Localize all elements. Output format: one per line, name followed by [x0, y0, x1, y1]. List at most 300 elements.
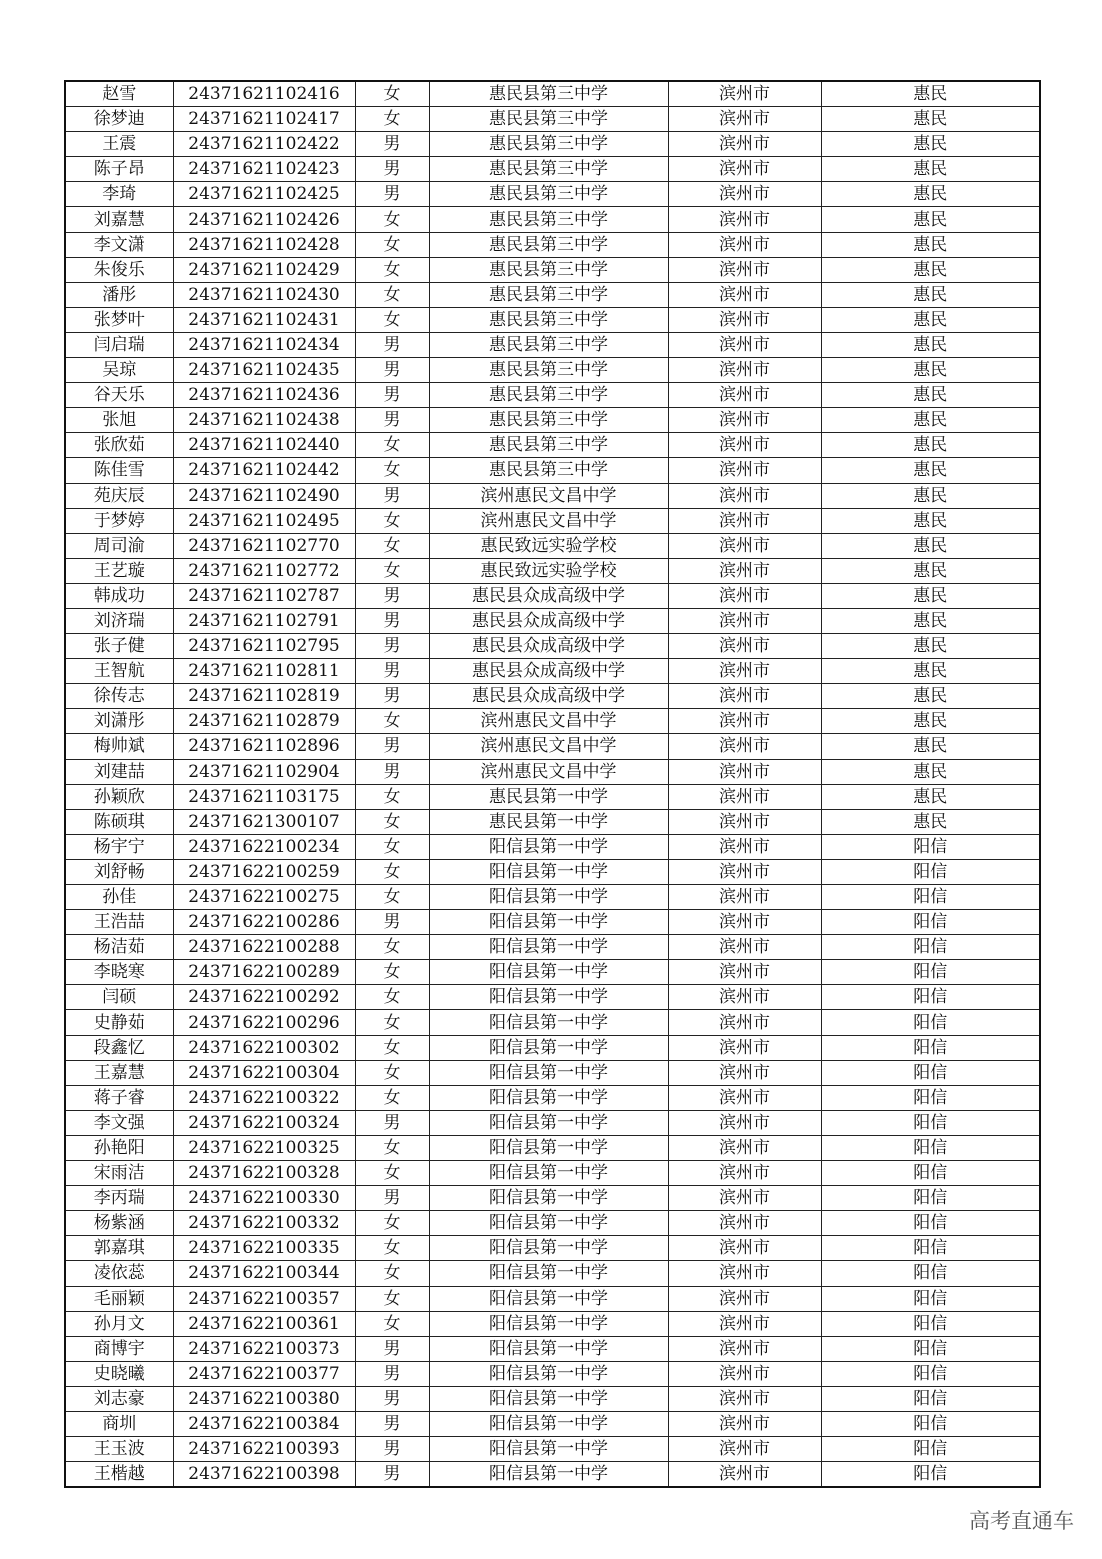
city-cell: 滨州市 [668, 809, 821, 834]
city-cell: 滨州市 [668, 1437, 821, 1462]
city-cell: 滨州市 [668, 433, 821, 458]
gender-cell: 女 [355, 859, 429, 884]
school-cell: 阳信县第一中学 [429, 985, 668, 1010]
table-row [65, 533, 1040, 558]
name-cell: 孙月文 [65, 1311, 173, 1336]
city-cell: 滨州市 [668, 182, 821, 207]
exam-id-cell: 24371621102795 [173, 634, 355, 659]
name-cell: 刘嘉慧 [65, 207, 173, 232]
gender-cell: 女 [355, 257, 429, 282]
city-cell: 滨州市 [668, 608, 821, 633]
exam-id-cell: 24371622100292 [173, 985, 355, 1010]
city-cell: 滨州市 [668, 207, 821, 232]
school-cell: 阳信县第一中学 [429, 1236, 668, 1261]
table-row [65, 207, 1040, 232]
table-row [65, 1386, 1040, 1411]
name-cell: 史静茹 [65, 1010, 173, 1035]
name-cell: 刘济瑞 [65, 608, 173, 633]
name-cell: 王楷越 [65, 1462, 173, 1488]
name-cell: 王智航 [65, 659, 173, 684]
county-cell: 惠民 [821, 383, 1040, 408]
county-cell: 阳信 [821, 1386, 1040, 1411]
table-row [65, 583, 1040, 608]
school-cell: 阳信县第一中学 [429, 1336, 668, 1361]
exam-id-cell: 24371622100398 [173, 1462, 355, 1488]
table-row [65, 709, 1040, 734]
table-row [65, 232, 1040, 257]
school-cell: 惠民县第三中学 [429, 332, 668, 357]
name-cell: 宋雨洁 [65, 1161, 173, 1186]
name-cell: 李丙瑞 [65, 1186, 173, 1211]
city-cell: 滨州市 [668, 358, 821, 383]
exam-id-cell: 24371622100304 [173, 1060, 355, 1085]
school-cell: 阳信县第一中学 [429, 885, 668, 910]
county-cell: 惠民 [821, 809, 1040, 834]
gender-cell: 女 [355, 282, 429, 307]
gender-cell: 女 [355, 885, 429, 910]
name-cell: 刘志豪 [65, 1386, 173, 1411]
name-cell: 郭嘉琪 [65, 1236, 173, 1261]
school-cell: 惠民县第一中学 [429, 784, 668, 809]
county-cell: 惠民 [821, 634, 1040, 659]
watermark: 高考直通车 [969, 1509, 1074, 1533]
city-cell: 滨州市 [668, 282, 821, 307]
county-cell: 阳信 [821, 910, 1040, 935]
table-row [65, 1311, 1040, 1336]
gender-cell: 男 [355, 1462, 429, 1488]
name-cell: 韩成功 [65, 583, 173, 608]
exam-id-cell: 24371622100330 [173, 1186, 355, 1211]
school-cell: 惠民县第三中学 [429, 182, 668, 207]
name-cell: 李晓寒 [65, 960, 173, 985]
gender-cell: 女 [355, 1035, 429, 1060]
table-row [65, 1236, 1040, 1261]
school-cell: 阳信县第一中学 [429, 1010, 668, 1035]
exam-id-cell: 24371621102440 [173, 433, 355, 458]
school-cell: 阳信县第一中学 [429, 1462, 668, 1488]
exam-id-cell: 24371621102436 [173, 383, 355, 408]
student-list-table [64, 80, 1041, 1488]
city-cell: 滨州市 [668, 1386, 821, 1411]
school-cell: 阳信县第一中学 [429, 1135, 668, 1160]
name-cell: 张子健 [65, 634, 173, 659]
exam-id-cell: 24371621102422 [173, 132, 355, 157]
county-cell: 惠民 [821, 132, 1040, 157]
exam-id-cell: 24371621102416 [173, 81, 355, 107]
table-row [65, 634, 1040, 659]
county-cell: 阳信 [821, 834, 1040, 859]
name-cell: 刘舒畅 [65, 859, 173, 884]
exam-id-cell: 24371621102428 [173, 232, 355, 257]
name-cell: 王嘉慧 [65, 1060, 173, 1085]
name-cell: 孙颖欣 [65, 784, 173, 809]
table-row [65, 107, 1040, 132]
table-row [65, 1286, 1040, 1311]
city-cell: 滨州市 [668, 684, 821, 709]
name-cell: 李文潇 [65, 232, 173, 257]
table-row [65, 383, 1040, 408]
county-cell: 惠民 [821, 508, 1040, 533]
school-cell: 惠民县第三中学 [429, 408, 668, 433]
gender-cell: 女 [355, 960, 429, 985]
exam-id-cell: 24371622100302 [173, 1035, 355, 1060]
county-cell: 惠民 [821, 107, 1040, 132]
school-cell: 阳信县第一中学 [429, 1286, 668, 1311]
exam-id-cell: 24371622100332 [173, 1211, 355, 1236]
county-cell: 惠民 [821, 684, 1040, 709]
city-cell: 滨州市 [668, 910, 821, 935]
county-cell: 惠民 [821, 408, 1040, 433]
county-cell: 惠民 [821, 232, 1040, 257]
gender-cell: 男 [355, 583, 429, 608]
gender-cell: 女 [355, 1286, 429, 1311]
school-cell: 惠民县第三中学 [429, 257, 668, 282]
table-row [65, 157, 1040, 182]
exam-id-cell: 24371621102438 [173, 408, 355, 433]
city-cell: 滨州市 [668, 157, 821, 182]
school-cell: 惠民县第三中学 [429, 207, 668, 232]
exam-id-cell: 24371622100259 [173, 859, 355, 884]
exam-id-cell: 24371622100234 [173, 834, 355, 859]
table-row [65, 81, 1040, 107]
county-cell: 阳信 [821, 1462, 1040, 1488]
name-cell: 张欣茹 [65, 433, 173, 458]
gender-cell: 女 [355, 809, 429, 834]
county-cell: 阳信 [821, 1411, 1040, 1436]
school-cell: 阳信县第一中学 [429, 1035, 668, 1060]
gender-cell: 男 [355, 1437, 429, 1462]
table-row [65, 483, 1040, 508]
county-cell: 阳信 [821, 885, 1040, 910]
table-row [65, 358, 1040, 383]
exam-id-cell: 24371622100289 [173, 960, 355, 985]
name-cell: 潘彤 [65, 282, 173, 307]
gender-cell: 男 [355, 332, 429, 357]
county-cell: 阳信 [821, 1085, 1040, 1110]
county-cell: 阳信 [821, 1186, 1040, 1211]
county-cell: 阳信 [821, 1311, 1040, 1336]
table-row [65, 1211, 1040, 1236]
school-cell: 阳信县第一中学 [429, 960, 668, 985]
city-cell: 滨州市 [668, 1010, 821, 1035]
school-cell: 惠民县第三中学 [429, 383, 668, 408]
city-cell: 滨州市 [668, 1311, 821, 1336]
exam-id-cell: 24371622100322 [173, 1085, 355, 1110]
city-cell: 滨州市 [668, 1361, 821, 1386]
county-cell: 惠民 [821, 81, 1040, 107]
school-cell: 惠民致远实验学校 [429, 558, 668, 583]
table-row [65, 332, 1040, 357]
exam-id-cell: 24371622100377 [173, 1361, 355, 1386]
name-cell: 李文强 [65, 1110, 173, 1135]
exam-id-cell: 24371622100328 [173, 1161, 355, 1186]
gender-cell: 男 [355, 684, 429, 709]
exam-id-cell: 24371621102423 [173, 157, 355, 182]
table-row [65, 935, 1040, 960]
school-cell: 惠民县众成高级中学 [429, 608, 668, 633]
school-cell: 阳信县第一中学 [429, 910, 668, 935]
exam-id-cell: 24371622100361 [173, 1311, 355, 1336]
name-cell: 陈硕琪 [65, 809, 173, 834]
gender-cell: 男 [355, 1110, 429, 1135]
gender-cell: 女 [355, 1060, 429, 1085]
county-cell: 阳信 [821, 1361, 1040, 1386]
name-cell: 赵雪 [65, 81, 173, 107]
table-row [65, 307, 1040, 332]
name-cell: 王艺璇 [65, 558, 173, 583]
county-cell: 惠民 [821, 759, 1040, 784]
gender-cell: 女 [355, 1135, 429, 1160]
exam-id-cell: 24371622100380 [173, 1386, 355, 1411]
school-cell: 阳信县第一中学 [429, 1311, 668, 1336]
school-cell: 阳信县第一中学 [429, 1211, 668, 1236]
gender-cell: 男 [355, 608, 429, 633]
exam-id-cell: 24371621103175 [173, 784, 355, 809]
gender-cell: 女 [355, 232, 429, 257]
gender-cell: 女 [355, 784, 429, 809]
school-cell: 滨州惠民文昌中学 [429, 483, 668, 508]
county-cell: 惠民 [821, 358, 1040, 383]
school-cell: 惠民县第三中学 [429, 433, 668, 458]
gender-cell: 女 [355, 1261, 429, 1286]
table-row [65, 834, 1040, 859]
name-cell: 于梦婷 [65, 508, 173, 533]
county-cell: 惠民 [821, 307, 1040, 332]
school-cell: 阳信县第一中学 [429, 859, 668, 884]
school-cell: 滨州惠民文昌中学 [429, 734, 668, 759]
gender-cell: 男 [355, 1186, 429, 1211]
exam-id-cell: 24371621102819 [173, 684, 355, 709]
exam-id-cell: 24371622100275 [173, 885, 355, 910]
table-row [65, 1161, 1040, 1186]
county-cell: 阳信 [821, 1236, 1040, 1261]
county-cell: 阳信 [821, 960, 1040, 985]
school-cell: 惠民县第三中学 [429, 358, 668, 383]
gender-cell: 女 [355, 985, 429, 1010]
exam-id-cell: 24371621102429 [173, 257, 355, 282]
name-cell: 吴琼 [65, 358, 173, 383]
exam-id-cell: 24371622100357 [173, 1286, 355, 1311]
county-cell: 阳信 [821, 935, 1040, 960]
school-cell: 惠民县第一中学 [429, 809, 668, 834]
school-cell: 阳信县第一中学 [429, 1110, 668, 1135]
school-cell: 惠民县众成高级中学 [429, 583, 668, 608]
exam-id-cell: 24371622100325 [173, 1135, 355, 1160]
school-cell: 惠民县第三中学 [429, 157, 668, 182]
gender-cell: 男 [355, 1386, 429, 1411]
name-cell: 刘潇彤 [65, 709, 173, 734]
table-row [65, 1035, 1040, 1060]
table-row [65, 1336, 1040, 1361]
school-cell: 滨州惠民文昌中学 [429, 508, 668, 533]
table-row [65, 859, 1040, 884]
school-cell: 惠民县第三中学 [429, 132, 668, 157]
city-cell: 滨州市 [668, 935, 821, 960]
table-row [65, 1085, 1040, 1110]
school-cell: 阳信县第一中学 [429, 1437, 668, 1462]
school-cell: 阳信县第一中学 [429, 1060, 668, 1085]
name-cell: 徐传志 [65, 684, 173, 709]
city-cell: 滨州市 [668, 1085, 821, 1110]
city-cell: 滨州市 [668, 1411, 821, 1436]
gender-cell: 女 [355, 81, 429, 107]
city-cell: 滨州市 [668, 132, 821, 157]
exam-id-cell: 24371622100296 [173, 1010, 355, 1035]
table-row [65, 1361, 1040, 1386]
city-cell: 滨州市 [668, 1186, 821, 1211]
gender-cell: 男 [355, 182, 429, 207]
table-body [65, 81, 1040, 1487]
school-cell: 阳信县第一中学 [429, 1386, 668, 1411]
exam-id-cell: 24371621102435 [173, 358, 355, 383]
city-cell: 滨州市 [668, 859, 821, 884]
exam-id-cell: 24371622100373 [173, 1336, 355, 1361]
city-cell: 滨州市 [668, 1336, 821, 1361]
school-cell: 惠民致远实验学校 [429, 533, 668, 558]
county-cell: 阳信 [821, 1035, 1040, 1060]
city-cell: 滨州市 [668, 1236, 821, 1261]
county-cell: 阳信 [821, 1060, 1040, 1085]
table-row [65, 558, 1040, 583]
gender-cell: 男 [355, 1361, 429, 1386]
exam-id-cell: 24371622100288 [173, 935, 355, 960]
table-row [65, 784, 1040, 809]
city-cell: 滨州市 [668, 1035, 821, 1060]
name-cell: 闫硕 [65, 985, 173, 1010]
gender-cell: 男 [355, 157, 429, 182]
exam-id-cell: 24371621102879 [173, 709, 355, 734]
gender-cell: 男 [355, 483, 429, 508]
county-cell: 惠民 [821, 784, 1040, 809]
gender-cell: 女 [355, 1311, 429, 1336]
school-cell: 惠民县第三中学 [429, 458, 668, 483]
exam-id-cell: 24371621102787 [173, 583, 355, 608]
city-cell: 滨州市 [668, 458, 821, 483]
city-cell: 滨州市 [668, 1161, 821, 1186]
name-cell: 朱俊乐 [65, 257, 173, 282]
county-cell: 惠民 [821, 583, 1040, 608]
city-cell: 滨州市 [668, 1110, 821, 1135]
gender-cell: 男 [355, 383, 429, 408]
name-cell: 商博宇 [65, 1336, 173, 1361]
gender-cell: 女 [355, 533, 429, 558]
table-row [65, 408, 1040, 433]
city-cell: 滨州市 [668, 1462, 821, 1488]
name-cell: 谷天乐 [65, 383, 173, 408]
gender-cell: 男 [355, 659, 429, 684]
table-row [65, 1110, 1040, 1135]
city-cell: 滨州市 [668, 533, 821, 558]
table-row [65, 1462, 1040, 1488]
school-cell: 惠民县众成高级中学 [429, 659, 668, 684]
gender-cell: 男 [355, 358, 429, 383]
name-cell: 毛丽颖 [65, 1286, 173, 1311]
county-cell: 惠民 [821, 558, 1040, 583]
school-cell: 惠民县第三中学 [429, 232, 668, 257]
city-cell: 滨州市 [668, 960, 821, 985]
exam-id-cell: 24371621102431 [173, 307, 355, 332]
gender-cell: 女 [355, 1161, 429, 1186]
school-cell: 惠民县众成高级中学 [429, 684, 668, 709]
table-row [65, 132, 1040, 157]
school-cell: 阳信县第一中学 [429, 1411, 668, 1436]
city-cell: 滨州市 [668, 1211, 821, 1236]
exam-id-cell: 24371621102417 [173, 107, 355, 132]
city-cell: 滨州市 [668, 709, 821, 734]
table-row [65, 759, 1040, 784]
county-cell: 阳信 [821, 1437, 1040, 1462]
city-cell: 滨州市 [668, 408, 821, 433]
county-cell: 阳信 [821, 1261, 1040, 1286]
gender-cell: 女 [355, 1211, 429, 1236]
exam-id-cell: 24371622100384 [173, 1411, 355, 1436]
exam-id-cell: 24371622100286 [173, 910, 355, 935]
table-row [65, 1010, 1040, 1035]
county-cell: 惠民 [821, 533, 1040, 558]
name-cell: 张梦叶 [65, 307, 173, 332]
school-cell: 滨州惠民文昌中学 [429, 709, 668, 734]
school-cell: 阳信县第一中学 [429, 1161, 668, 1186]
city-cell: 滨州市 [668, 583, 821, 608]
school-cell: 阳信县第一中学 [429, 935, 668, 960]
school-cell: 阳信县第一中学 [429, 1261, 668, 1286]
exam-id-cell: 24371621102791 [173, 608, 355, 633]
county-cell: 阳信 [821, 1010, 1040, 1035]
school-cell: 惠民县众成高级中学 [429, 634, 668, 659]
gender-cell: 女 [355, 307, 429, 332]
city-cell: 滨州市 [668, 784, 821, 809]
name-cell: 梅帅斌 [65, 734, 173, 759]
exam-id-cell: 24371621300107 [173, 809, 355, 834]
table-row [65, 282, 1040, 307]
county-cell: 惠民 [821, 282, 1040, 307]
exam-id-cell: 24371621102425 [173, 182, 355, 207]
name-cell: 王玉波 [65, 1437, 173, 1462]
name-cell: 王浩喆 [65, 910, 173, 935]
gender-cell: 女 [355, 1085, 429, 1110]
gender-cell: 男 [355, 734, 429, 759]
gender-cell: 男 [355, 1411, 429, 1436]
gender-cell: 女 [355, 508, 429, 533]
name-cell: 陈佳雪 [65, 458, 173, 483]
county-cell: 阳信 [821, 985, 1040, 1010]
city-cell: 滨州市 [668, 107, 821, 132]
name-cell: 孙佳 [65, 885, 173, 910]
exam-id-cell: 24371621102490 [173, 483, 355, 508]
county-cell: 惠民 [821, 659, 1040, 684]
gender-cell: 女 [355, 709, 429, 734]
exam-id-cell: 24371622100335 [173, 1236, 355, 1261]
gender-cell: 女 [355, 107, 429, 132]
table-row [65, 960, 1040, 985]
gender-cell: 女 [355, 1236, 429, 1261]
exam-id-cell: 24371621102772 [173, 558, 355, 583]
table-row [65, 1261, 1040, 1286]
city-cell: 滨州市 [668, 659, 821, 684]
school-cell: 惠民县第三中学 [429, 282, 668, 307]
name-cell: 王震 [65, 132, 173, 157]
city-cell: 滨州市 [668, 232, 821, 257]
city-cell: 滨州市 [668, 834, 821, 859]
name-cell: 蒋子睿 [65, 1085, 173, 1110]
school-cell: 惠民县第三中学 [429, 107, 668, 132]
gender-cell: 女 [355, 458, 429, 483]
county-cell: 惠民 [821, 332, 1040, 357]
gender-cell: 男 [355, 408, 429, 433]
gender-cell: 女 [355, 207, 429, 232]
name-cell: 李琦 [65, 182, 173, 207]
county-cell: 惠民 [821, 483, 1040, 508]
